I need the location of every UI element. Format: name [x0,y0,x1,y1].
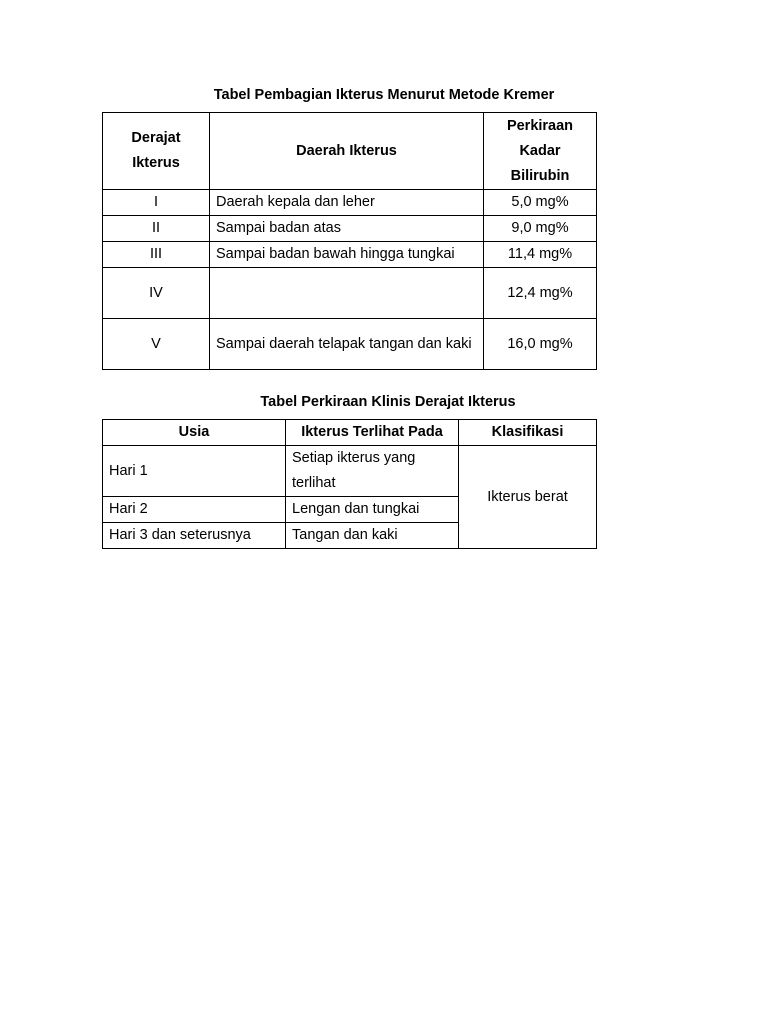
table-row [103,268,597,319]
cell-terlihat: Setiap ikterus yang terlihat [286,446,459,497]
cell-klasifikasi: Ikterus berat [459,446,597,549]
cell-derajat: IV [103,268,210,319]
cell-kadar: 11,4 mg% [484,242,597,268]
header-derajat-ikterus: Derajat Ikterus [103,113,210,190]
table-header-row [103,420,597,446]
table-row [103,446,597,497]
cell-usia: Hari 3 dan seterusnya [103,523,286,549]
header-usia: Usia [103,420,286,446]
cell-kadar: 16,0 mg% [484,319,597,370]
table-header-row [103,113,597,190]
table-row [103,216,597,242]
cell-daerah: Sampai badan bawah hingga tungkai [210,242,484,268]
cell-usia: Hari 1 [103,446,286,497]
table1-caption: Tabel Pembagian Ikterus Menurut Metode Kremer [213,87,555,103]
table2-caption: Tabel Perkiraan Klinis Derajat Ikterus [260,394,516,410]
table-row [103,242,597,268]
cell-terlihat: Lengan dan tungkai [286,497,459,523]
table-row [103,319,597,370]
header-perkiraan-kadar-bilirubin: Perkiraan Kadar Bilirubin [484,113,597,190]
cell-daerah [210,268,484,319]
header-daerah-ikterus: Daerah Ikterus [210,113,484,190]
cell-derajat: V [103,319,210,370]
cell-terlihat: Tangan dan kaki [286,523,459,549]
cell-daerah: Daerah kepala dan leher [210,190,484,216]
cell-derajat: III [103,242,210,268]
kremer-table [102,112,597,370]
cell-usia: Hari 2 [103,497,286,523]
cell-kadar: 12,4 mg% [484,268,597,319]
klinis-table [102,419,597,549]
cell-daerah: Sampai badan atas [210,216,484,242]
cell-derajat: I [103,190,210,216]
cell-daerah: Sampai daerah telapak tangan dan kaki [210,319,484,370]
header-klasifikasi: Klasifikasi [459,420,597,446]
cell-kadar: 5,0 mg% [484,190,597,216]
cell-kadar: 9,0 mg% [484,216,597,242]
header-ikterus-terlihat-pada: Ikterus Terlihat Pada [286,420,459,446]
table-row [103,190,597,216]
cell-derajat: II [103,216,210,242]
